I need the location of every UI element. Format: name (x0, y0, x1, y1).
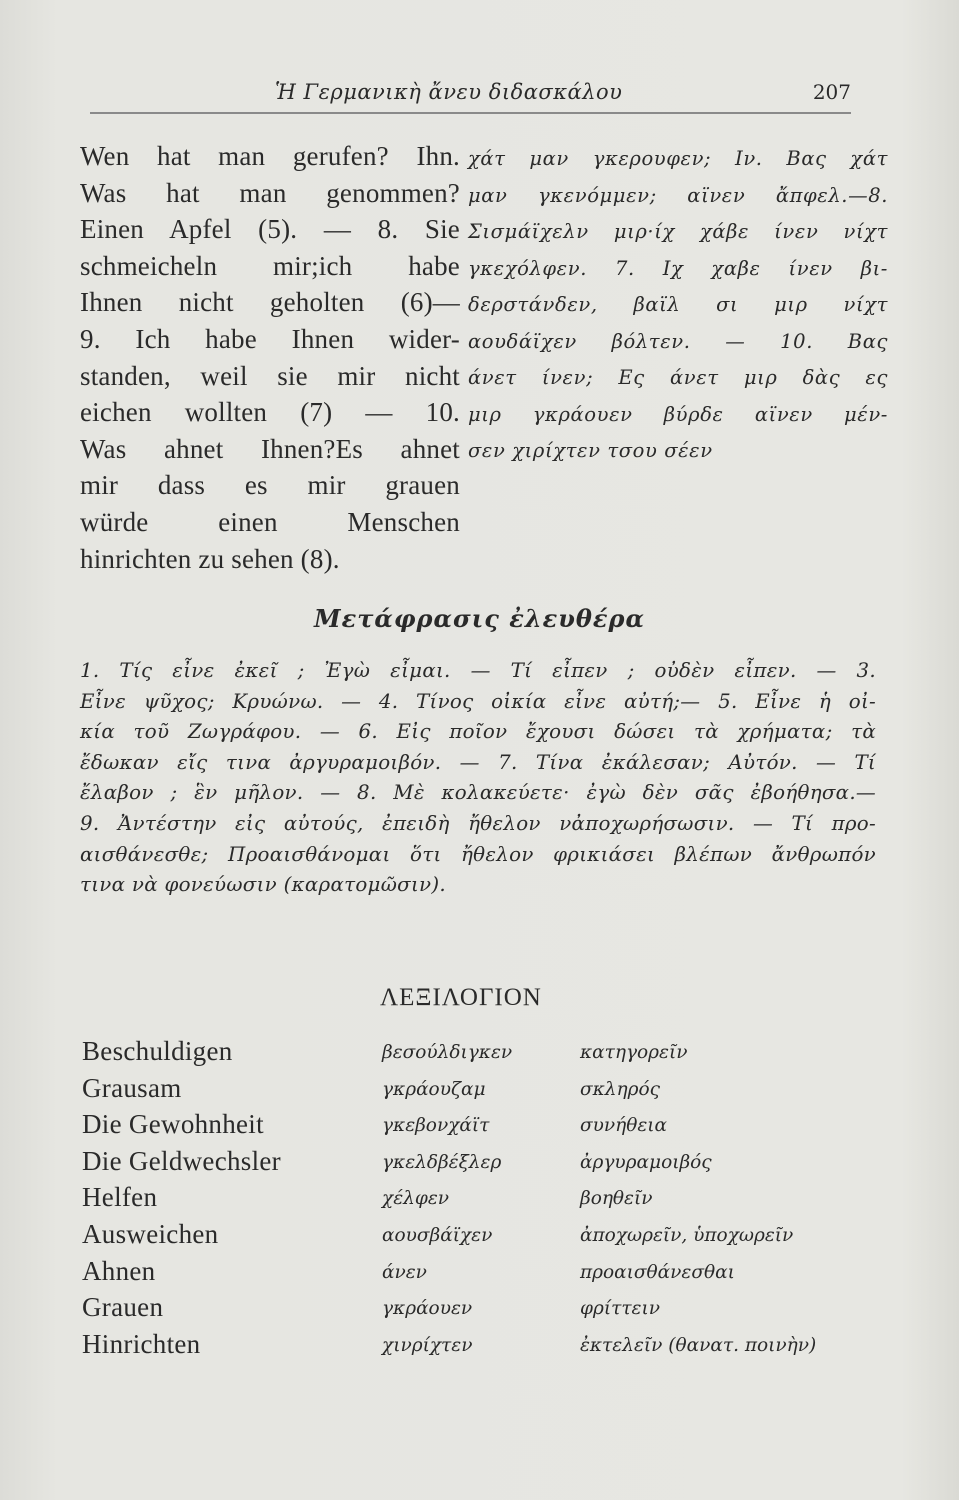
greek-line: χάτ μαν γκερουφεν; Ιν. Βας χάτ (468, 147, 888, 170)
vocab-german: Die Geldwechsler (82, 1145, 281, 1176)
translation-exercise (80, 656, 876, 901)
greek-pronunciation-column (468, 141, 888, 470)
german-line: Einen Apfel (5). — 8. Sie (80, 214, 460, 245)
vocab-pronunciation: γκελδβέξλερ (382, 1151, 502, 1173)
vocab-entry (82, 1146, 882, 1183)
greek-line: δερστάνδεν, βαϊλ σι μιρ νίχτ (468, 293, 888, 316)
german-line: Was ahnet Ihnen?Es ahnet (80, 433, 460, 464)
vocab-greek: σκληρός (580, 1078, 660, 1100)
exercise-line: αισθάνεσθε; Προαισθάνομαι ὅτι ἤθελον φρικιάσει βλέπων ἄνθρωπόν (80, 842, 876, 866)
vocab-german: Ausweichen (82, 1218, 219, 1249)
exercise-line: 9. Ἀντέστην εἰς αὐτούς, ἐπειδὴ ἤθελον νἀποχωρήσωσιν. — Τί προ- (80, 811, 876, 835)
vocab-pronunciation: γκράουεν (382, 1298, 473, 1320)
vocab-german: Helfen (82, 1182, 158, 1213)
german-line: Ihnen nicht geholten (6)— (80, 287, 460, 318)
vocab-entry (82, 1256, 882, 1293)
vocab-german: Beschuldigen (82, 1036, 233, 1066)
exercise-line: ἔδωκαν εἴς τινα ἀργυραμοιβόν. — 7. Τίνα ἐκάλεσαν; Αὐτόν. — Τί (80, 750, 876, 774)
vocab-greek: κατηγορεῖν (580, 1042, 688, 1063)
greek-line: γκεχόλφεν. 7. Ιχ χαβε ίνεν βι- (468, 256, 888, 280)
german-line: Was hat man genommen? (80, 177, 460, 208)
vocab-greek: προαισθάνεσθαι (580, 1261, 735, 1283)
greek-line: μαν γκενόμμεν; αϊνεν ἄπφελ.—8. (468, 183, 888, 207)
vocab-entry (82, 1073, 882, 1110)
exercise-line: ἔλαβον ; ἓν μῆλον. — 8. Μὲ κολακεύετε· ἐγὼ δὲν σᾶς ἐβοήθησα.— (80, 781, 876, 805)
vocab-entry (82, 1219, 882, 1256)
greek-line: σεν χιρίχτεν τσου σέεν (468, 439, 713, 462)
german-line: Wen hat man gerufen? Ihn. (80, 141, 460, 171)
german-text-column (80, 138, 460, 577)
vocab-entry (82, 1182, 882, 1219)
vocab-pronunciation: γκεβονχάϊτ (382, 1115, 490, 1137)
vocab-pronunciation: χέλφεν (382, 1188, 449, 1210)
exercise-line: Εἶνε ψῦχος; Κρυώνω. — 4. Τίνος οἰκία εἶνε αὐτή;— 5. Εἶνε ἡ οἰ- (80, 689, 876, 713)
vocab-entry (82, 1329, 882, 1366)
vocab-greek: ἀποχωρεῖν, ὑποχωρεῖν (580, 1224, 794, 1246)
vocab-german: Ahnen (82, 1255, 156, 1286)
german-line: eichen wollten (7) — 10. (80, 397, 460, 428)
german-line: 9. Ich habe Ihnen wider- (80, 323, 460, 354)
vocab-pronunciation: βεσούλδιγκεν (382, 1042, 513, 1063)
vocab-pronunciation: χινρίχτεν (382, 1334, 473, 1356)
vocab-pronunciation: γκράουζαμ (382, 1078, 486, 1100)
vocab-pronunciation: αουσβάϊχεν (382, 1224, 493, 1246)
greek-line: μιρ γκράουεν βύρδε αϊνεν μέν- (468, 402, 888, 426)
vocab-greek: ἀργυραμοιβός (580, 1151, 712, 1173)
vocab-greek: βοηθεῖν (580, 1188, 653, 1210)
vocab-greek: ἐκτελεῖν (θανατ. ποινὴν) (580, 1334, 817, 1356)
vocab-entry (82, 1036, 882, 1073)
vocabulary-list (82, 1036, 882, 1365)
vocab-german: Grausam (82, 1072, 182, 1103)
german-line: schmeicheln mir;ich habe (80, 250, 460, 281)
greek-line: Σισμάϊχελν μιρ·ίχ χάβε ίνεν νίχτ (468, 220, 888, 243)
vocab-greek: φρίττειν (580, 1298, 660, 1320)
german-line: mir dass es mir grauen (80, 470, 460, 501)
vocabulary-title: ΛΕΞΙΛΟΓΙΟΝ (380, 984, 542, 1011)
german-line: standen, weil sie mir nicht (80, 360, 460, 391)
greek-line: άνετ ίνεν; Ες άνετ μιρ δὰς ες (468, 366, 888, 389)
german-line: würde einen Menschen (80, 506, 460, 537)
exercise-line: κία τοῦ Ζωγράφου. — 6. Εἰς ποῖον ἔχουσι δώσει τὰ χρήματα; τὰ (80, 720, 876, 744)
running-header (90, 78, 851, 114)
exercise-line: τινα νὰ φονεύωσιν (καρατομῶσιν). (80, 873, 446, 897)
section-title: Μετάφρασις ἐλευθέρα (314, 604, 645, 633)
running-title: Ἡ Γερμανικὴ ἄνευ διδασκάλου (275, 80, 623, 104)
exercise-line: 1. Τίς εἶνε ἐκεῖ ; Ἐγὼ εἶμαι. — Τί εἶπεν ; οὐδὲν εἶπεν. — 3. (80, 659, 876, 682)
greek-line: αουδάϊχεν βόλτεν. — 10. Βας (468, 329, 888, 353)
vocab-entry (82, 1292, 882, 1329)
vocab-greek: συνήθεια (580, 1115, 668, 1137)
german-line: hinrichten zu sehen (8). (80, 543, 340, 574)
page-number: 207 (812, 80, 851, 104)
vocab-german: Hinrichten (82, 1328, 201, 1359)
vocab-pronunciation: άνεν (382, 1261, 427, 1283)
vocab-german: Grauen (82, 1292, 164, 1323)
vocab-german: Die Gewohnheit (82, 1109, 264, 1140)
vocab-entry (82, 1109, 882, 1146)
